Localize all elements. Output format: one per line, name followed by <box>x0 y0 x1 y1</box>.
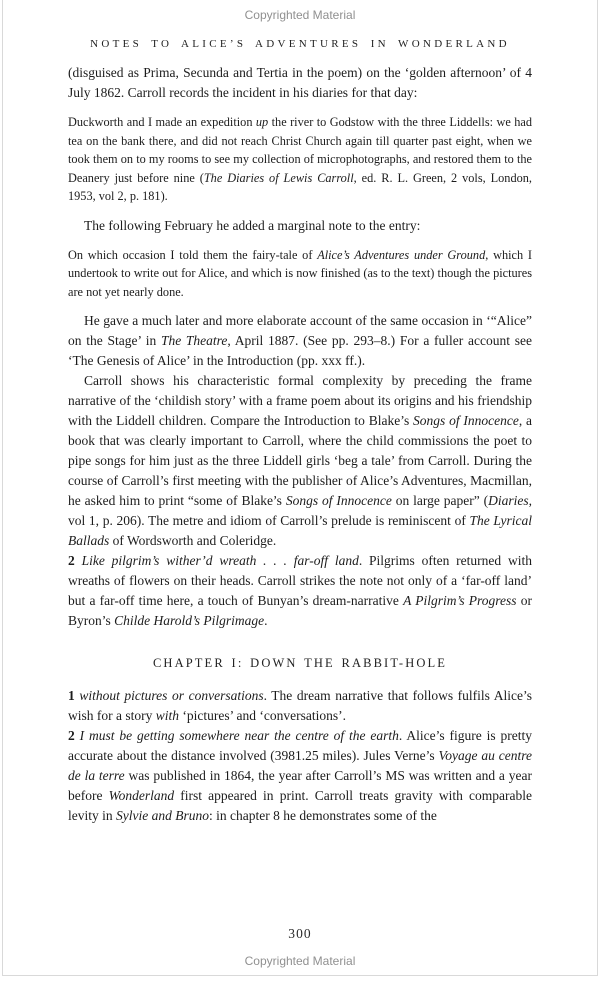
paragraph-february-note <box>68 216 532 236</box>
text-run: first appeared in print. Carroll treats gravity with comparable levity in <box>68 788 532 823</box>
note-item-centre-of-earth <box>68 726 532 826</box>
text-run: Like pilgrim’s wither’d wreath . . . far-off land <box>81 553 359 568</box>
chapter-heading: CHAPTER I: DOWN THE RABBIT-HOLE <box>152 656 448 670</box>
text-run: . <box>264 613 268 628</box>
text-run: 1 <box>68 688 75 703</box>
page-content <box>68 63 532 826</box>
text-run: On which occasion I told them the fairy-tale of <box>68 247 318 262</box>
text-run: on large paper” ( <box>391 493 489 508</box>
text-run: or Byron’s <box>68 593 532 628</box>
text-run: I must be getting somewhere near the centre of the earth <box>79 728 399 743</box>
copyright-notice-bottom: Copyrighted Material <box>244 954 356 968</box>
text-run: The following February he added a marginal note to the entry: <box>84 217 421 233</box>
text-run: Alice’s Adventures under Ground <box>317 247 486 262</box>
note-item-pilgrims-wreath <box>68 551 532 631</box>
text-run: : in chapter 8 he demonstrates some of the <box>208 808 437 823</box>
block-quote-diary-entry <box>68 113 532 206</box>
text-run: Songs of Innocence <box>413 413 519 428</box>
text-run: of Wordsworth and Coleridge. <box>109 533 277 548</box>
text-run: . Pilgrims often returned with wreaths of flowers on their heads. Carroll strikes the note not only of a ‘far-off land’ but a far-off time here, a touch of Bunyan’s dream-narrative <box>68 553 532 608</box>
text-run: ‘pictures’ and ‘conversations’. <box>179 708 346 723</box>
running-header: NOTES TO ALICE’S ADVENTURES IN WONDERLAND <box>90 38 510 50</box>
paragraph-frame-narrative <box>68 371 532 551</box>
text-run: up <box>255 115 269 129</box>
text-run: , April 1887. (See pp. 293–8.) For a fuller account see ‘The Genesis of Alice’ in the Introduction (pp. xxx ff.). <box>68 333 532 368</box>
text-run: , vol 1, p. 206). The metre and idiom of Carroll’s prelude is reminiscent of <box>68 493 532 528</box>
text-run: Songs of Innocence <box>285 493 392 508</box>
text-run: , ed. R. L. Green, 2 vols, London, 1953, vol 2, p. 181). <box>68 170 532 203</box>
text-run: 2 <box>68 553 75 568</box>
text-run: Carroll shows his characteristic formal complexity by preceding the frame narrative of the ‘childish story’ with a frame poem about its origins and his friendship with the Liddell children. Compare the Introduction to Blake’s <box>68 373 532 428</box>
note-item-pictures-conversations <box>68 686 532 726</box>
text-run: , a book that was clearly important to Carroll, where the child commissions the poet to pipe songs for him just as the three Liddell girls ‘beg a tale’ from Carroll. During the course of Carroll’s first meeting with the publisher of Alice’s Adventures, Macmillan, he asked him to print “some of Blake’s <box>68 413 533 508</box>
text-run: Sylvie and Bruno <box>116 808 209 823</box>
text-run: , which I undertook to write out for Alice, and which is now finished (as to the text) though the pictures are not yet nearly done. <box>68 247 532 299</box>
text-run: with <box>155 708 180 723</box>
text-run: Childe Harold’s Pilgrimage <box>114 613 265 628</box>
text-run: Wonderland <box>108 788 175 803</box>
text-run: the river to Godstow with the three Liddells: we had tea on the bank there, and did not reach Christ Church again till quarter past eight, when we took them on to my rooms to see my collection of microphotographs, and restored them to the Deanery just before nine ( <box>68 115 532 185</box>
text-run: The Diaries of Lewis Carroll <box>203 170 354 185</box>
text-run: . Alice’s figure is pretty accurate about the distance involved (3981.25 miles). Jules Verne’s <box>68 728 532 763</box>
text-run: Diaries <box>488 493 529 508</box>
text-run: 2 <box>68 728 75 743</box>
text-run: Duckworth and I made an expedition <box>68 115 256 129</box>
text-run: (disguised as Prima, Secunda and Tertia in the poem) on the ‘golden afternoon’ of 4 July 1862. Carroll records the incident in his diaries for that day: <box>68 65 532 100</box>
paragraph-golden-afternoon <box>68 63 532 103</box>
paragraph-alice-on-stage <box>68 311 532 371</box>
text-run: The Theatre <box>160 333 228 348</box>
text-run: Voyage au centre de la terre <box>68 748 532 783</box>
page-number: 300 <box>288 926 312 941</box>
text-run: A Pilgrim’s Progress <box>403 593 517 608</box>
block-quote-marginal-note <box>68 246 532 302</box>
text-run: . The dream narrative that follows fulfils Alice’s wish for a story <box>68 688 532 723</box>
copyright-notice-top: Copyrighted Material <box>244 8 356 22</box>
text-run: The Lyrical Ballads <box>68 513 532 548</box>
text-run: was published in 1864, the year after Carroll’s MS was written and a year before <box>68 768 532 803</box>
text-run: He gave a much later and more elaborate account of the same occasion in ‘“Alice” on the Stage’ in <box>68 313 532 348</box>
text-run: without pictures or conversations <box>79 688 264 703</box>
text-run <box>75 553 82 568</box>
